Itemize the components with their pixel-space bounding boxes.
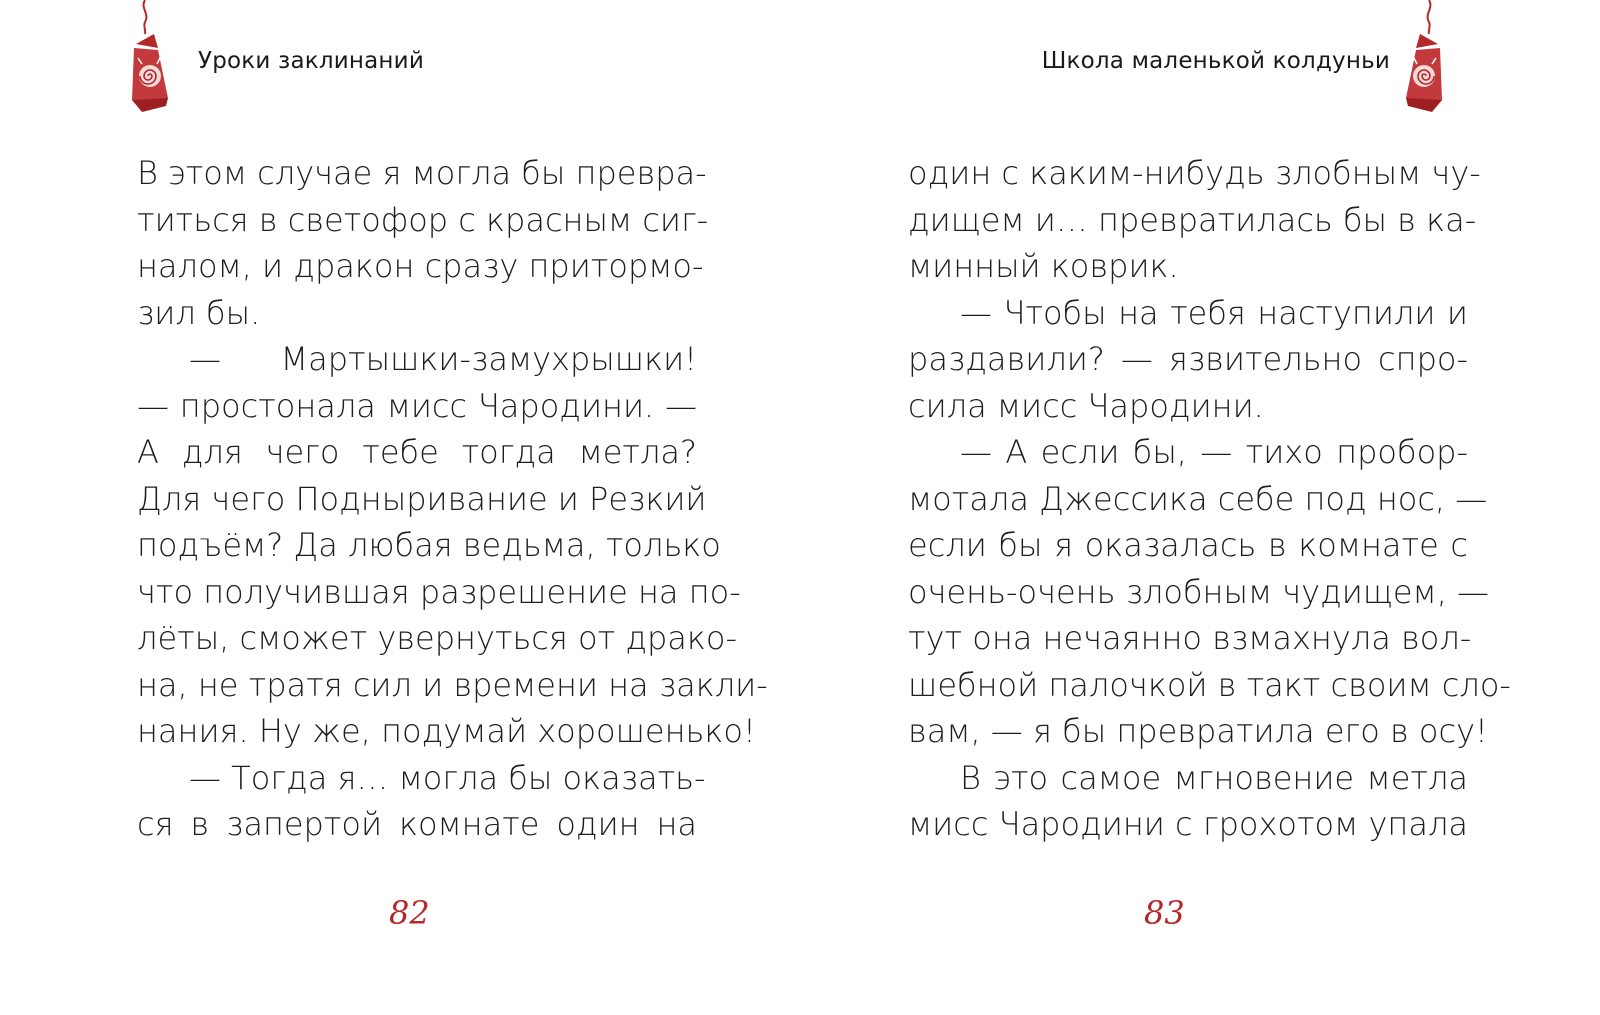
body-text xyxy=(137,150,768,848)
text-line: тут она нечаянно взмахнула вол- xyxy=(908,619,1472,657)
running-head: Школа маленькой колдуньи xyxy=(1041,48,1390,74)
running-head: Уроки заклинаний xyxy=(198,48,424,74)
text-line: на, не тратя сил и времени на закли- xyxy=(137,665,768,704)
text-line: раздавили? — язвительно спро- xyxy=(908,340,1468,378)
right-page xyxy=(800,0,1600,1015)
lantern-ornament-icon xyxy=(128,0,188,118)
page-number: 82 xyxy=(389,894,430,932)
text-line: — Тогда я… могла бы оказать- xyxy=(189,758,706,797)
text-line: налом, и дракон сразу притормо- xyxy=(137,247,704,285)
text-line: шебной палочкой в такт своим сло- xyxy=(908,665,1511,704)
text-line: подъём? Да любая ведьма, только xyxy=(137,526,721,564)
text-line: минный коврик. xyxy=(908,247,1179,285)
lantern-ornament-icon xyxy=(1386,0,1446,118)
text-line: зил бы. xyxy=(137,293,261,332)
text-line: — Мартышки-замухрышки! xyxy=(189,340,697,378)
text-line: очень-очень злобным чудищем, — xyxy=(908,572,1490,611)
text-line: — простонала мисс Чародини. — xyxy=(137,386,697,425)
text-line: В это самое мгновение метла xyxy=(960,758,1468,797)
page-number: 83 xyxy=(1144,894,1185,932)
text-line: Для чего Подныривание и Резкий xyxy=(137,479,707,518)
text-line: В этом случае я могла бы превра- xyxy=(137,154,707,192)
text-line: — Чтобы на тебя наступили и xyxy=(960,293,1468,332)
text-line: лёты, сможет увернуться от драко- xyxy=(137,619,738,657)
text-line: мисс Чародини с грохотом упала xyxy=(908,805,1468,843)
body-text xyxy=(908,150,1511,848)
text-line: что получившая разрешение на по- xyxy=(137,572,741,611)
text-line: дищем и… превратилась бы в ка- xyxy=(908,200,1477,239)
text-line: мотала Джессика себе под нос, — xyxy=(908,479,1488,518)
text-line: сила мисс Чародини. xyxy=(908,386,1264,425)
text-line: ся в запертой комнате один на xyxy=(137,805,697,843)
text-line: — А если бы, — тихо пробор- xyxy=(960,433,1468,471)
text-line: А для чего тебе тогда метла? xyxy=(137,433,697,471)
text-line: если бы я оказалась в комнате с xyxy=(908,526,1468,564)
text-line: вам, — я бы превратила его в осу! xyxy=(908,712,1488,750)
text-line: титься в светофор с красным сиг- xyxy=(137,200,709,239)
text-line: нания. Ну же, подумай хорошенько! xyxy=(137,712,756,750)
text-line: один с каким-нибудь злобным чу- xyxy=(908,154,1481,192)
